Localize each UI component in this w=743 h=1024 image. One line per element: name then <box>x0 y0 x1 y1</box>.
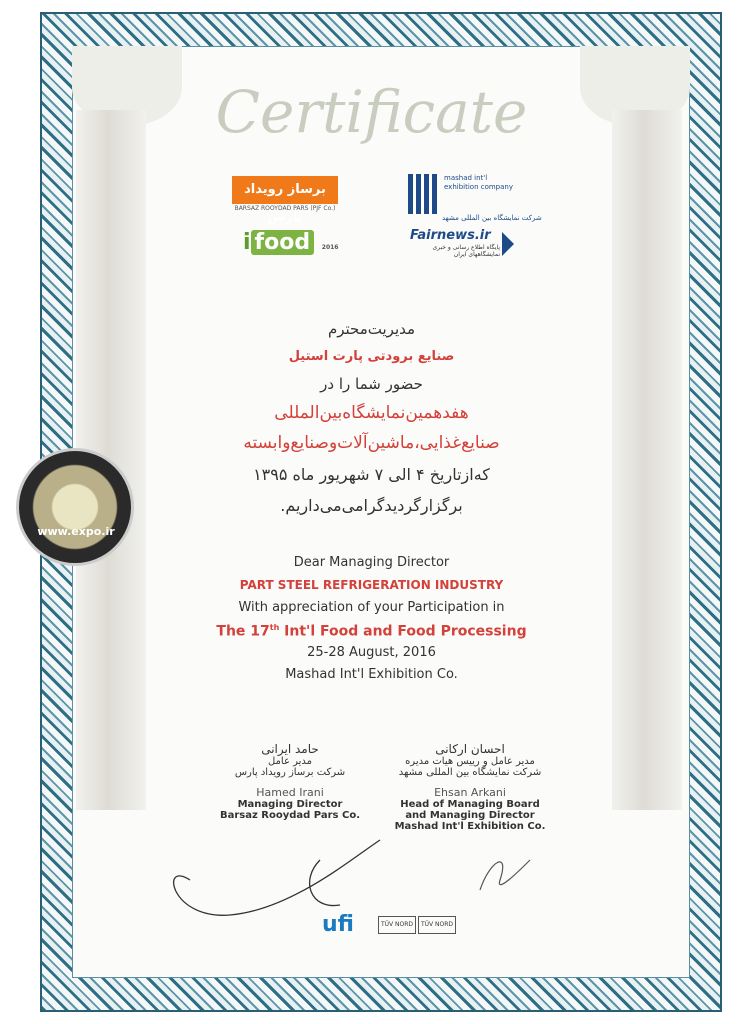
hologram-seal-text: www.expo.ir <box>37 525 115 538</box>
ifood-word: food <box>251 230 315 255</box>
left-signature <box>150 820 410 930</box>
tuv-badge-1: TÜV NORD <box>378 916 416 934</box>
fa-closing: برگزار‌گردید‌گرامی‌می‌داریم. <box>280 496 463 515</box>
left-name-fa: حامد ایرانی <box>261 742 319 756</box>
right-column-ornament <box>612 110 682 810</box>
ufi-logo <box>322 912 354 937</box>
tuv-badge-2: TÜV NORD <box>418 916 456 934</box>
en-exhibition-pre: The 17 <box>216 623 270 640</box>
mashad-exhibition-logo-icon <box>408 174 440 214</box>
en-date: 25-28 August, 2016 <box>307 645 436 660</box>
barsaz-logo-subtitle: BARSAZ ROOYDAD PARS (PJF Co.) <box>234 205 336 212</box>
fairnews-arrow-icon <box>502 232 514 256</box>
en-exhibition-sup: th <box>269 623 280 632</box>
mashad-exhibition-logo-text: mashad int'l exhibition company <box>444 174 513 191</box>
ifood-year: 2016 <box>321 244 339 251</box>
fa-salutation: مدیریت‌محترم <box>327 320 416 338</box>
right-name-en: Ehsan Arkani <box>434 786 506 799</box>
ufi-logo-text: ufi <box>322 912 354 937</box>
left-signatory <box>190 742 390 821</box>
fairnews-logo: Fairnews.ir <box>410 228 491 243</box>
en-exhibition <box>0 623 743 640</box>
en-salutation: Dear Managing Director <box>293 555 450 570</box>
right-signatory <box>370 742 570 832</box>
mashad-exhibition-logo-fa: شرکت نمایشگاه بین المللی مشهد <box>442 214 542 222</box>
right-role-fa: مدیر عامل و رییس هیات مدیره <box>405 756 535 767</box>
ifood-i: i <box>243 230 251 255</box>
fa-category: صنایع‌غذایی،ماشین‌آلات‌و‌صنایع‌وابسته <box>243 433 500 453</box>
right-org-en: Mashad Int'l Exhibition Co. <box>394 821 546 832</box>
barsaz-logo: برساز رویداد پارس <box>232 176 338 204</box>
fa-participation: حضور شما را در <box>320 375 423 393</box>
left-role-en: Managing Director <box>237 799 343 810</box>
right-name-fa: احسان ارکانی <box>435 742 505 756</box>
fa-date: که‌از‌تاریخ ۴ الی ۷ شهریور ماه ۱۳۹۵ <box>253 465 490 484</box>
right-signature <box>440 840 560 900</box>
en-exhibition-post: Int'l Food and Food Processing <box>279 623 527 640</box>
en-appreciation: With appreciation of your Participation in <box>238 600 505 615</box>
right-org-fa: شرکت نمایشگاه بین المللی مشهد <box>398 767 542 778</box>
left-org-en: Barsaz Rooydad Pars Co. <box>220 810 360 821</box>
en-organizer: Mashad Int'l Exhibition Co. <box>285 667 458 682</box>
hologram-seal <box>16 448 134 566</box>
right-role-en: Head of Managing Board <box>400 799 540 810</box>
right-role2-en: and Managing Director <box>405 810 535 821</box>
en-company: PART STEEL REFRIGERATION INDUSTRY <box>239 578 504 592</box>
left-name-en: Hamed Irani <box>256 786 324 799</box>
fa-exhibition: هفدهمین‌نمایشگاه‌بین‌المللی <box>274 403 469 423</box>
fa-company: صنایع برودتی پارت استیل <box>288 349 455 364</box>
certificate-title: Certificate <box>215 78 528 146</box>
left-org-fa: شرکت برساز رویداد پارس <box>234 767 346 778</box>
fairnews-subtitle: پایگاه اطلاع رسانی و خبری نمایشگاههای ایران <box>432 244 500 258</box>
ifood-logo <box>243 230 338 255</box>
left-role-fa: مدیر عامل <box>267 756 313 767</box>
